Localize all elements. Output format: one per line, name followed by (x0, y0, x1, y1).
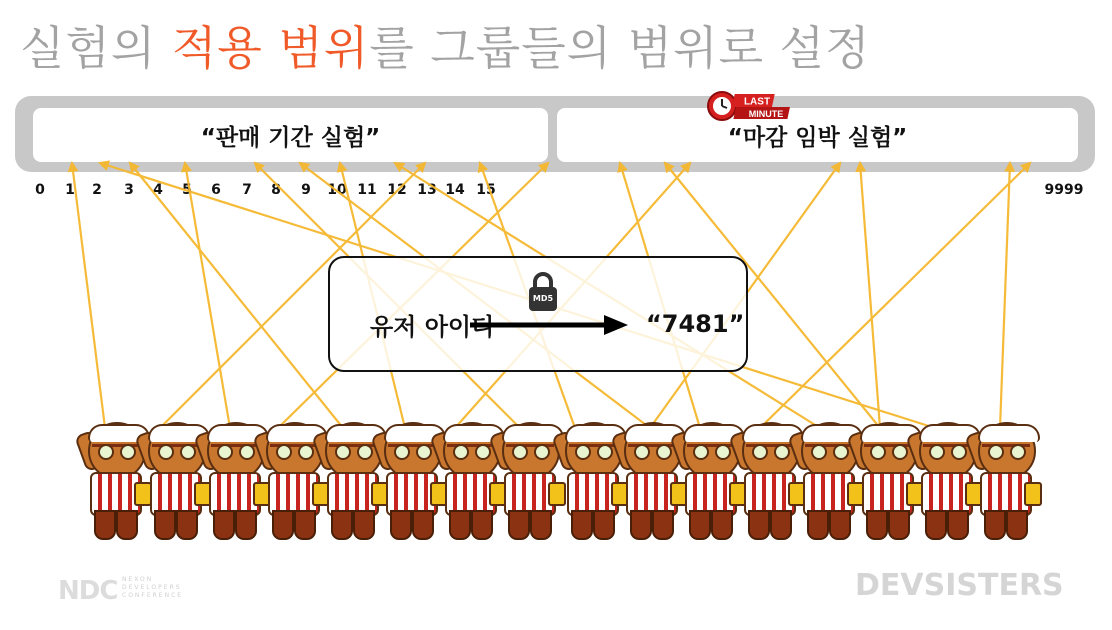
title-highlight: 적용 범위 (171, 21, 370, 75)
badge-text-last: LAST (743, 96, 771, 108)
group-number: 9999 (1044, 182, 1084, 198)
last-minute-badge-icon (706, 88, 798, 124)
ndc-logo (58, 574, 188, 606)
title-part1: 실험의 (20, 21, 172, 75)
group-number: 11 (357, 182, 377, 198)
bucket-deadline (557, 108, 1078, 162)
assignment-line (130, 163, 343, 428)
badge-text-minute: MINUTE (748, 109, 784, 119)
assignment-line (860, 163, 880, 428)
slide-title (20, 18, 871, 78)
arrow-right-icon (470, 312, 630, 338)
bucket-sales-period (33, 108, 548, 162)
assignment-line (1000, 163, 1010, 428)
hash-input-label: 유저 아이디 (370, 313, 495, 341)
group-number: 15 (476, 182, 496, 198)
group-number: 1 (65, 182, 75, 198)
lock-icon (527, 272, 559, 312)
bucket-sales-period-label: “판매 기간 실험” (200, 124, 381, 151)
assignment-line (185, 163, 230, 428)
md5-label: MD5 (532, 294, 554, 303)
group-number: 10 (327, 182, 347, 198)
title-part2: 를 그룹들의 범위로 설정 (369, 21, 871, 75)
hash-output-value: “7481” (646, 310, 745, 338)
group-number: 0 (35, 182, 45, 198)
group-number: 14 (445, 182, 465, 198)
group-number: 13 (417, 182, 437, 198)
group-number: 5 (182, 182, 192, 198)
group-number: 6 (211, 182, 221, 198)
group-number: 3 (124, 182, 134, 198)
group-number: 7 (242, 182, 252, 198)
group-number: 2 (92, 182, 102, 198)
user-cookie (968, 420, 1038, 540)
group-number: 12 (387, 182, 407, 198)
bucket-deadline-label: “마감 임박 실험” (727, 124, 908, 151)
group-number: 4 (153, 182, 163, 198)
assignment-line (72, 163, 105, 428)
ndc-logo-text: NDC (58, 576, 118, 606)
assignment-line (760, 163, 1030, 428)
ndc-logo-subtext: NEXON DEVELOPERS CONFERENCE (122, 576, 184, 599)
devsisters-logo: DEVSISTERS (855, 568, 1064, 603)
group-number: 8 (271, 182, 281, 198)
user-cookie (492, 420, 562, 540)
group-number: 9 (301, 182, 311, 198)
